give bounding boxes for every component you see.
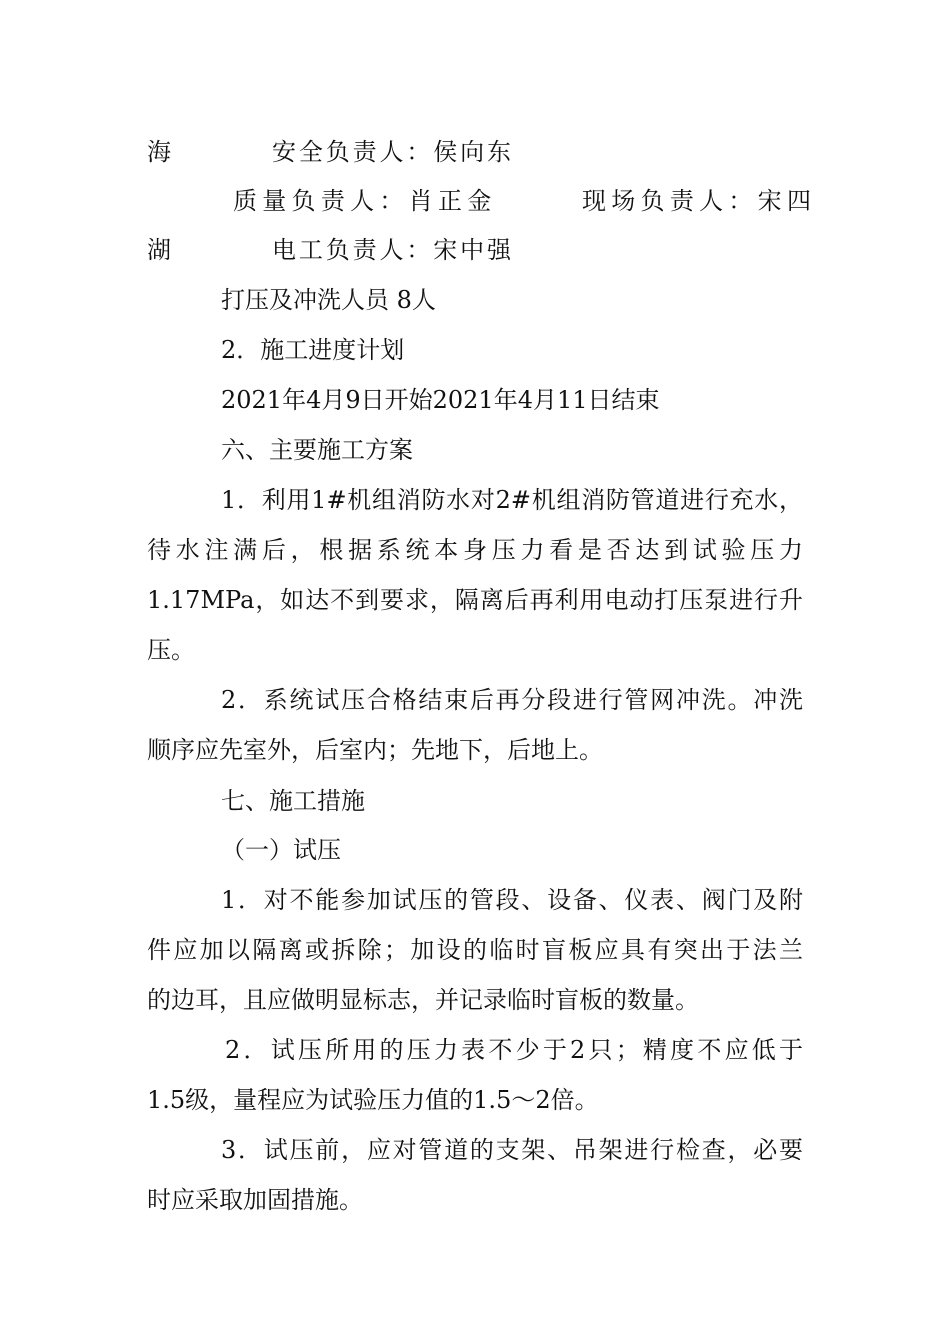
- schedule-heading: 2．施工进度计划: [221, 336, 405, 364]
- schedule-dates: 2021年4月9日开始2021年4月11日结束: [221, 386, 660, 414]
- section7-item1-line2: 件应加以隔离或拆除；加设的临时盲板应具有突出于法兰: [147, 936, 803, 964]
- quality-lead: 质量负责人：肖正金: [233, 187, 497, 215]
- safety-lead: 安全负责人：侯向东: [272, 138, 514, 166]
- section6-heading: 六、主要施工方案: [221, 436, 413, 464]
- section7-item3-line2: 时应采取加固措施。: [147, 1186, 363, 1214]
- section6-p2-line2: 顺序应先室外，后室内；先地下，后地上。: [147, 736, 603, 764]
- site-lead: 现场负责人：宋四: [582, 187, 817, 215]
- section7-item2-line1: 2．试压所用的压力表不少于2只；精度不应低于: [225, 1036, 803, 1064]
- personnel-line3-left: 湖: [147, 236, 171, 264]
- personnel-line1-left: 海: [147, 138, 171, 166]
- section7-subheading: （一）试压: [221, 836, 341, 864]
- section7-item2-line2: 1.5级，量程应为试验压力值的1.5～2倍。: [147, 1086, 599, 1114]
- section6-p1-line3: 1.17MPa，如达不到要求，隔离后再利用电动打压泵进行升: [147, 586, 803, 614]
- section6-p1-line4: 压。: [147, 636, 195, 664]
- section7-item3-line1: 3．试压前，应对管道的支架、吊架进行检查，必要: [221, 1136, 803, 1164]
- section7-item1-line1: 1．对不能参加试压的管段、设备、仪表、阀门及附: [221, 886, 803, 914]
- electrical-lead: 电工负责人：宋中强: [272, 236, 514, 264]
- section7-item1-line3: 的边耳，且应做明显标志，并记录临时盲板的数量。: [147, 986, 699, 1014]
- section6-p1-line1: 1．利用1#机组消防水对2#机组消防管道进行充水，: [221, 486, 803, 514]
- crew-count: 打压及冲洗人员 8人: [221, 286, 436, 314]
- section6-p2-line1: 2．系统试压合格结束后再分段进行管网冲洗。冲洗: [221, 686, 803, 714]
- section6-p1-line2: 待水注满后，根据系统本身压力看是否达到试验压力: [147, 536, 803, 564]
- section7-heading: 七、施工措施: [221, 787, 365, 815]
